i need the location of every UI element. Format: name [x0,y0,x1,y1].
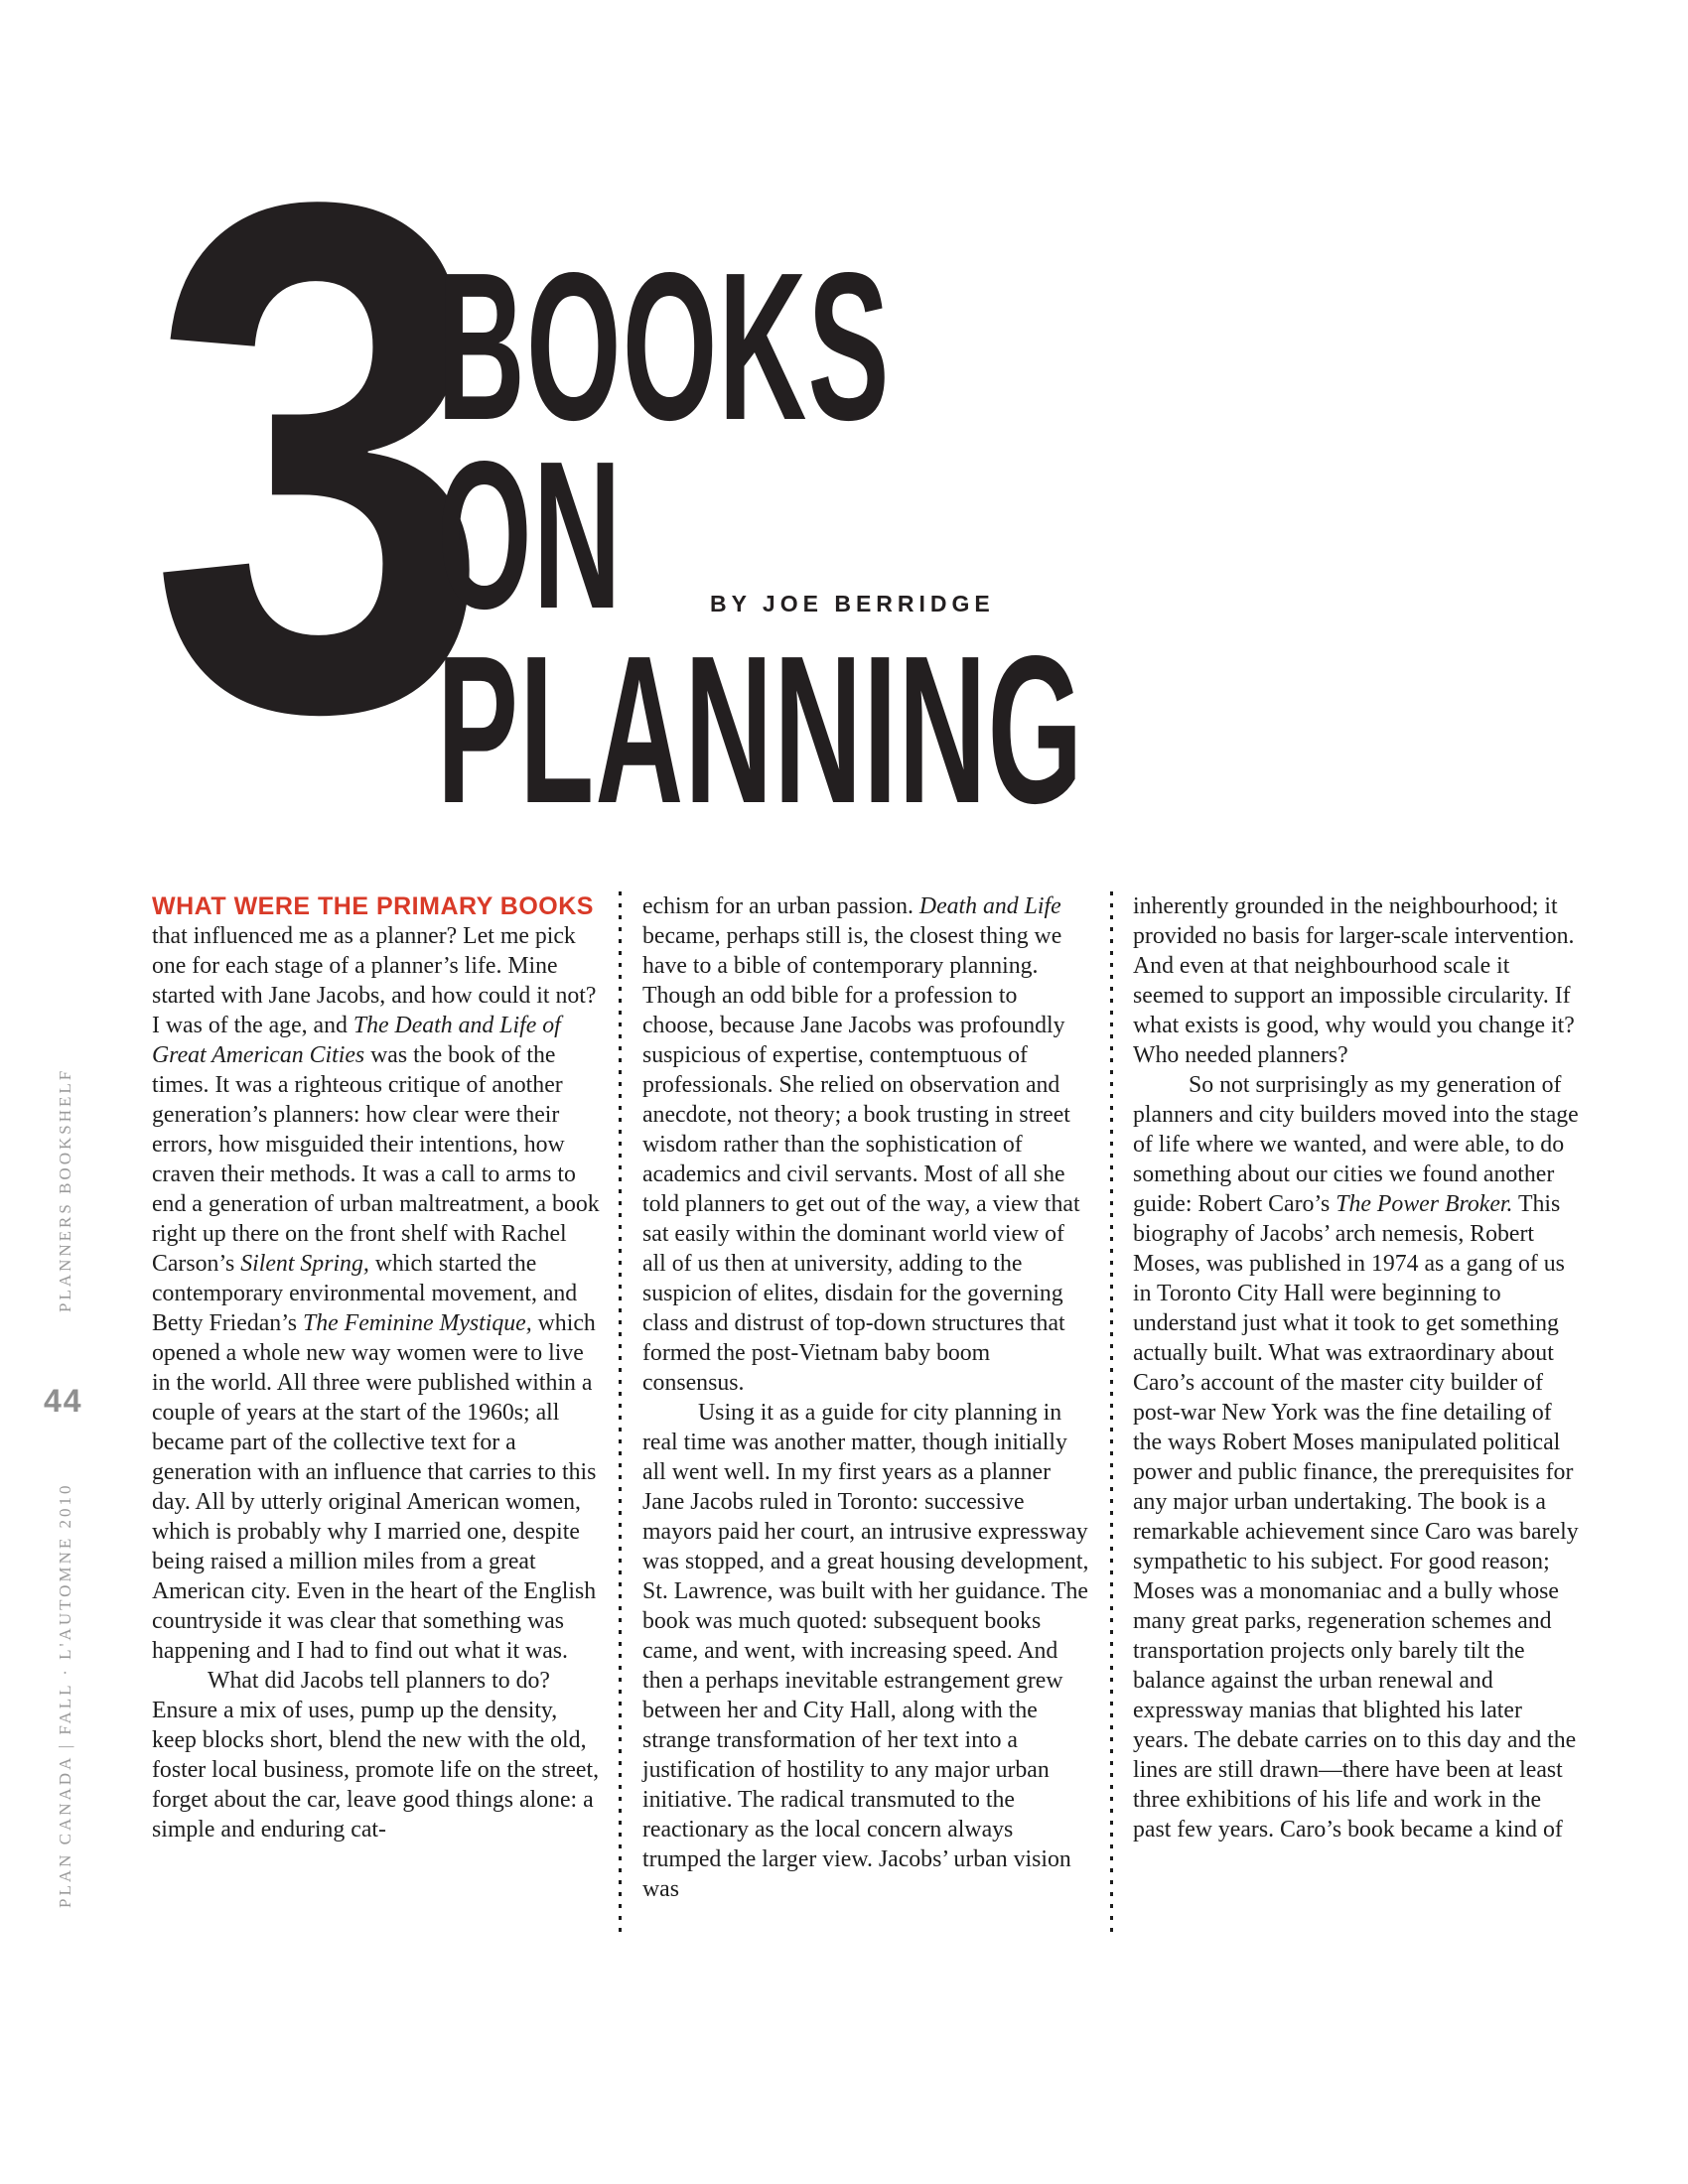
book-title: Silent Spring, [240,1251,369,1277]
byline: BY JOE BERRIDGE [710,591,995,616]
issue-label-vertical: PLAN CANADA | FALL · L'AUTOMNE 2010 [56,1482,74,1908]
book-title: The Death and Life of Great American Cities [152,1013,561,1068]
text-column-1 [152,891,600,1904]
book-title: The Feminine Mystique, [303,1310,532,1336]
lead-in-heading: WHAT WERE THE PRIMARY BOOKS [152,892,594,920]
article-body [152,891,1582,1904]
paragraph: echism for an urban passion. Death and Life became, perhaps still is, the closest thing we have to a bible of contemporary planning. Though an odd bible for a profession to choose, because Jane Jacobs was profoundly suspicious of expertise, contemptuous of professionals. She relied on observation and anecdote, not theory; a book trusting in street wisdom rather than the sophistication of academics and civil servants. Most of all she told planners to get out of the way, a view that sat easily within the dominant world view of all of us then at university, adding to the suspicion of elites, disdain for the governing class and distrust of top-down structures that formed the post-Vietnam baby boom consensus. [642,893,1080,1396]
text-column-3 [1133,891,1581,1904]
headline-big-number: 3 [149,52,492,862]
book-title: The Power Broker. [1336,1191,1513,1217]
paragraph: What did Jacobs tell planners to do? Ensure a mix of uses, pump up the density, keep blocks short, blend the new with the old, foster local business, promote life on the street, forget about the car, leave good things alone: a simple and enduring cat- [152,1668,600,1843]
headline-line-books: BOOKS [437,228,891,464]
paragraph: WHAT WERE THE PRIMARY BOOKS that influenced me as a planner? Let me pick one for each stage of a planner’s life. Mine started with Jane Jacobs, and how could it not? I was of the age, and The Death and Life of Great American Cities was the book of the times. It was a righteous critique of another generation’s planners: how clear were their errors, how misguided their intentions, how craven their methods. It was a call to arms to end a generation of urban maltreatment, a book right up there on the front shelf with Rachel Carson’s Silent Spring, which started the contemporary environmental movement, and Betty Friedan’s The Feminine Mystique, which opened a whole new way women were to live in the world. All three were published within a couple of years at the start of the 1960s; all became part of the collective text for a generation with an influence that carries to this day. All by utterly original American women, which is probably why I married one, despite being raised a million miles from a great American city. Even in the heart of the English countryside it was clear that something was happening and I had to find out what it was. [152,892,600,1664]
headline-line-on: ON [437,417,623,652]
paragraph: Using it as a guide for city planning in real time was another matter, though initially all went well. In my first years as a planner Jane Jacobs ruled in Toronto: successive mayors paid her court, an intrusive expressway was stopped, and a great housing development, St. Lawrence, was built with her guidance. The book was much quoted: subsequent books came, and went, with increasing speed. And then a perhaps inevitable estrangement grew between her and City Hall, along with the strange transformation of her text into a justification of hostility to any major urban initiative. The radical transmuted to the reactionary as the local concern always trumped the larger view. Jacobs’ urban vision was [642,1400,1089,1902]
text-column-2 [642,891,1090,1904]
paragraph: inherently grounded in the neighbourhood; it provided no basis for larger-scale intervention. And even at that neighbourhood scale it seemed to support an impossible circularity. If what exists is good, why would you change it? Who needed planners? [1133,893,1575,1068]
book-title: Death and Life [918,893,1061,919]
headline-line-planning: PLANNING [437,612,1084,847]
page-number: 44 [44,1383,83,1419]
section-label-vertical: PLANNERS BOOKSHELF [56,1067,74,1312]
paragraph: So not surprisingly as my generation of planners and city builders moved into the stage of life where we wanted, and were able, to do something about our cities we found another guide: Robert Caro’s The Power Broker. This biography of Jacobs’ arch nemesis, Robert Moses, was published in 1974 as a gang of us in Toronto City Hall were beginning to understand just what it took to get something actually built. What was extraordinary about Caro’s account of the master city builder of post-war New York was the fine detailing of the ways Robert Moses manipulated political power and public finance, the prerequisites for any major urban undertaking. The book is a remarkable achievement since Caro was barely sympathetic to his subject. For good reason; Moses was a monomaniac and a bully whose many great parks, regeneration schemes and transportation projects only barely tilt the balance against the urban renewal and expressway manias that blighted his later years. The debate carries on to this day and the lines are still drawn—there have been at least three exhibitions of his life and work in the past few years. Caro’s book became a kind of [1133,1072,1579,1843]
